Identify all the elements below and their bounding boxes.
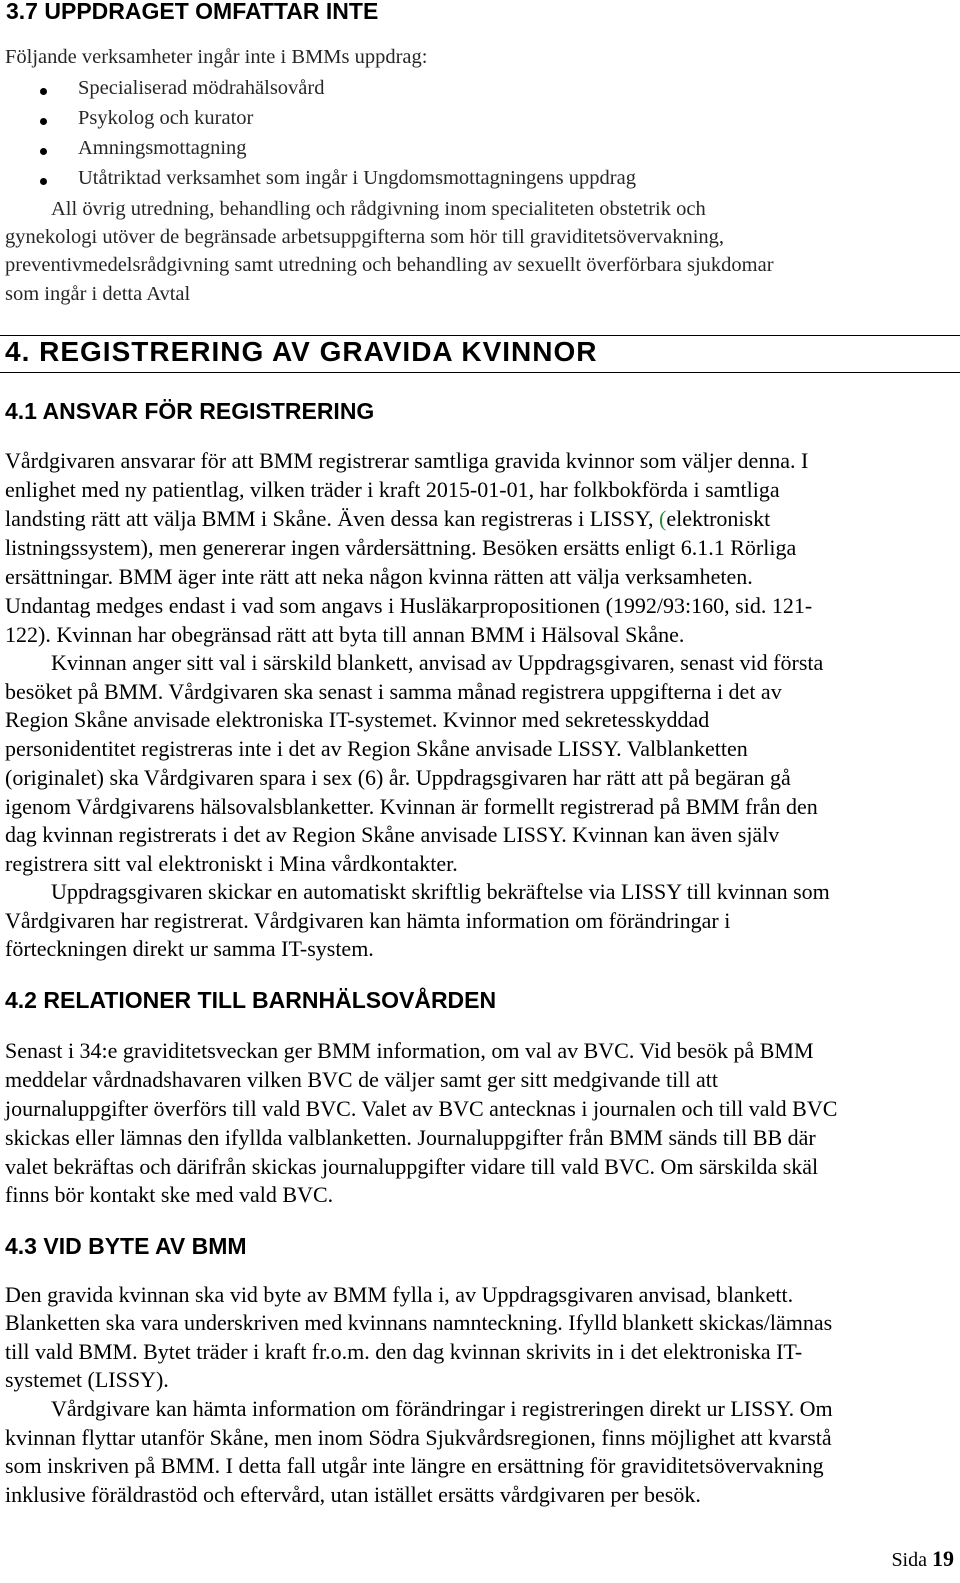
- bullet-icon: [40, 118, 47, 125]
- text-line: Kvinnan anger sitt val i särskild blankett, anvisad av Uppdragsgivaren, senast vid första: [51, 650, 824, 675]
- text-line: listningssystem), men genererar ingen vårdersättning. Besöken ersätts enligt 6.1.1 Rörliga: [5, 535, 797, 560]
- text-line: Uppdragsgivaren skickar en automatiskt skriftlig bekräftelse via LISSY till kvinnan som: [51, 879, 830, 904]
- text-line: meddelar vårdnadshavaren vilken BVC de väljer samt ger sitt medgivande till att: [5, 1067, 718, 1092]
- text-line: gynekologi utöver de begränsade arbetsuppgifterna som hör till graviditetsövervakning,: [5, 226, 725, 248]
- text-line: igenom Vårdgivarens hälsovalsblanketter. Kvinnan är formellt registrerad på BMM från den: [5, 794, 818, 819]
- text-line: dag kvinnan registrerats i det av Region Skåne anvisade LISSY. Kvinnan kan även själv: [5, 822, 780, 847]
- text-line: till vald BMM. Bytet träder i kraft fr.o.m. den dag kvinnan skrivits in i det elektroniska IT-: [5, 1339, 803, 1364]
- text-line: Region Skåne anvisade elektroniska IT-systemet. Kvinnor med sekretesskyddad: [5, 707, 710, 732]
- text-line: (originalet) ska Vårdgivaren spara i sex (6) år. Uppdragsgivaren har rätt att på begäran gå: [5, 765, 791, 790]
- text-line: registrera sitt val elektroniskt i Mina vårdkontakter.: [5, 851, 458, 876]
- text-line: besöket på BMM. Vårdgivaren ska senast i samma månad registrera uppgifterna i det av: [5, 679, 782, 704]
- section-heading-3-7: 3.7 UPPDRAGET OMFATTAR INTE: [6, 0, 379, 24]
- text-line: kvinnan flyttar utanför Skåne, men inom Södra Sjukvårdsregionen, finns möjlighet att kvarstå: [5, 1425, 832, 1450]
- bullet-icon: [40, 148, 47, 155]
- text-line: landsting rätt att välja BMM i Skåne. Även dessa kan registreras i LISSY, (elektroniskt: [5, 506, 771, 531]
- text-line: valet bekräftas och därifrån skickas journaluppgifter vidare till vald BVC. Om särskilda skäl: [5, 1154, 819, 1179]
- text-line: Senast i 34:e graviditetsveckan ger BMM information, om val av BVC. Vid besök på BMM: [5, 1038, 814, 1063]
- heading-bottom-rule: [0, 372, 960, 373]
- bullet-icon: [40, 88, 47, 95]
- list-item: Amningsmottagning: [78, 137, 247, 159]
- bullet-icon: [40, 178, 47, 185]
- text-line: Den gravida kvinnan ska vid byte av BMM fylla i, av Uppdragsgivaren anvisad, blankett.: [5, 1282, 794, 1307]
- text-line: Vårdgivaren ansvarar för att BMM registrerar samtliga gravida kvinnor som väljer denna. I: [5, 448, 809, 473]
- text-line: som inskriven på BMM. I detta fall utgår inte längre en ersättning för graviditetsövervakning: [5, 1453, 824, 1478]
- text-line: Blanketten ska vara underskriven med kvinnans namnteckning. Ifylld blankett skickas/lämnas: [5, 1310, 833, 1335]
- list-item: Utåtriktad verksamhet som ingår i Ungdomsmottagningens uppdrag: [78, 167, 636, 189]
- text-line: enlighet med ny patientlag, vilken träder i kraft 2015-01-01, har folkbokförda i samtliga: [5, 477, 780, 502]
- list-item: Specialiserad mödrahälsovård: [78, 77, 325, 99]
- list-item: Psykolog och kurator: [78, 107, 254, 129]
- text-line: 122). Kvinnan har obegränsad rätt att byta till annan BMM i Hälsoval Skåne.: [5, 622, 685, 647]
- text-line: förteckningen direkt ur samma IT-system.: [5, 936, 374, 961]
- section-heading-4-1: 4.1 ANSVAR FÖR REGISTRERING: [5, 398, 375, 424]
- text-line: som ingår i detta Avtal: [5, 283, 191, 305]
- chapter-heading-4: 4. REGISTRERING AV GRAVIDA KVINNOR: [5, 336, 598, 367]
- text-line: finns bör kontakt ske med vald BVC.: [5, 1182, 334, 1207]
- text-line: All övrig utredning, behandling och rådgivning inom specialiteten obstetrik och: [51, 198, 706, 220]
- text-line: Undantag medges endast i vad som angavs i Husläkarpropositionen (1992/93:160, sid. 121-: [5, 593, 813, 618]
- section-intro: Följande verksamheter ingår inte i BMMs uppdrag:: [5, 46, 428, 68]
- text-line: ersättningar. BMM äger inte rätt att neka någon kvinna rätten att välja verksamheten.: [5, 564, 753, 589]
- text-line: Vårdgivaren har registrerat. Vårdgivaren kan hämta information om förändringar i: [5, 908, 731, 933]
- text-line: journaluppgifter överförs till vald BVC. Valet av BVC antecknas i journalen och till vald BVC: [5, 1096, 838, 1121]
- text-line: Vårdgivare kan hämta information om förändringar i registreringen direkt ur LISSY. Om: [51, 1396, 833, 1421]
- text-line: inklusive föräldrastöd och eftervård, utan istället ersätts vårdgivaren per besök.: [5, 1482, 701, 1507]
- section-heading-4-2: 4.2 RELATIONER TILL BARNHÄLSOVÅRDEN: [5, 987, 497, 1013]
- text-line: skickas eller lämnas den ifyllda valblanketten. Journaluppgifter från BMM sänds till BB där: [5, 1125, 816, 1150]
- text-line: systemet (LISSY).: [5, 1367, 169, 1392]
- text-line: personidentitet registreras inte i det av Region Skåne anvisade LISSY. Valblanketten: [5, 736, 748, 761]
- page-number: Sida 19: [891, 1546, 954, 1571]
- text-line: preventivmedelsrådgivning samt utredning och behandling av sexuellt överförbara sjukdomar: [5, 254, 774, 276]
- section-heading-4-3: 4.3 VID BYTE AV BMM: [5, 1233, 247, 1259]
